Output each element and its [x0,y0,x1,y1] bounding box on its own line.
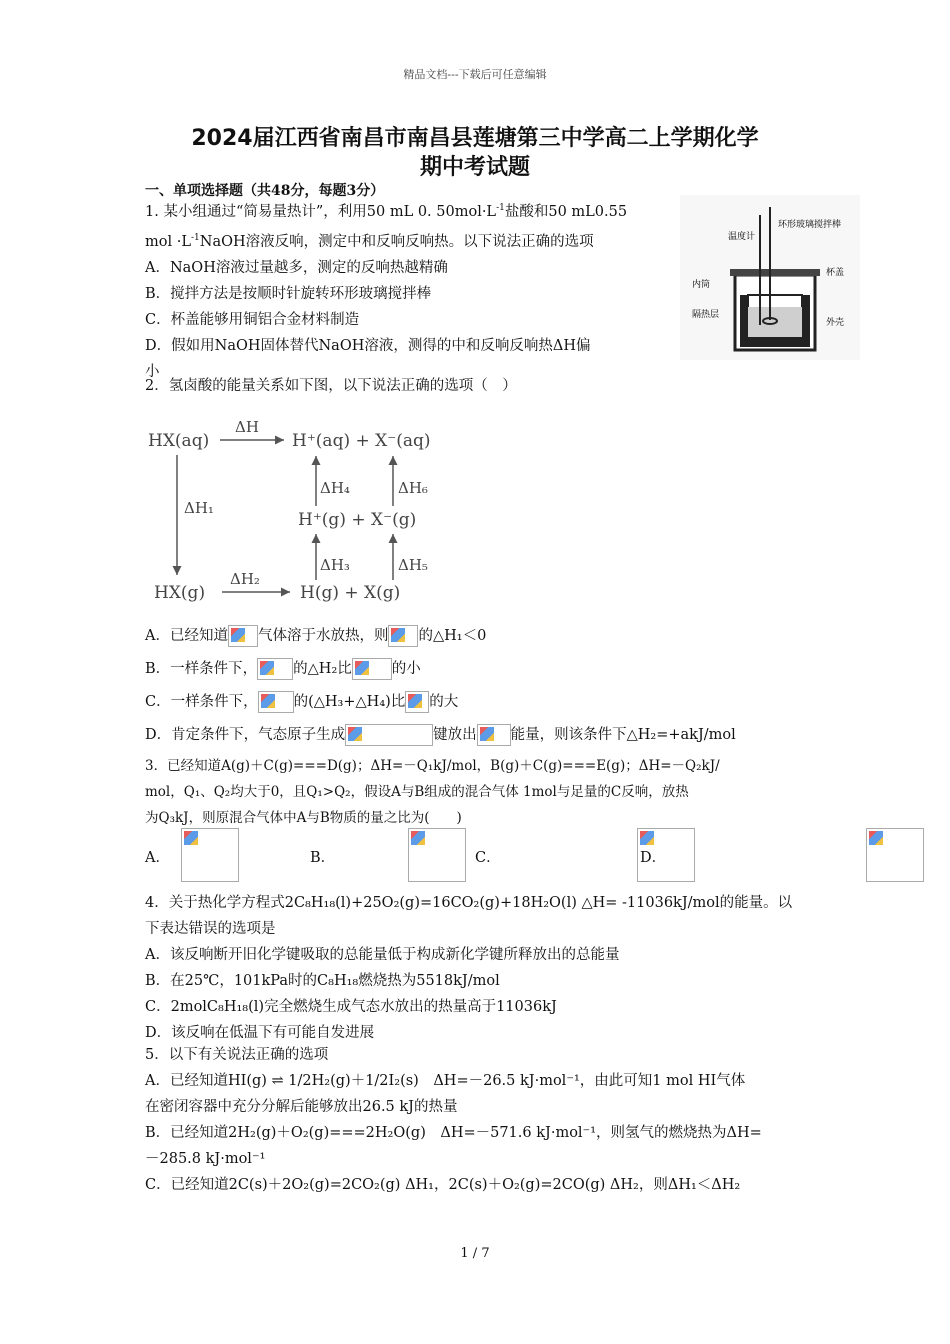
q3-option-d: D． [640,850,667,866]
image-placeholder-icon [352,658,392,680]
q5-option-a-line-2: 在密闭容器中充分分解后能够放出26.5 kJ的热量 [145,1099,458,1115]
fig-label-stirrer: 环形玻璃搅拌棒 [778,220,842,230]
title-line-2: 期中考试题 [419,155,530,180]
q5-stem: 5．以下有关说法正确的选项 [145,1047,329,1063]
diag-atoms-g: H(g) + X(g) [300,583,401,603]
image-placeholder-icon [228,625,258,647]
q5-option-b-line-1: B．已经知道2H₂(g)＋O₂(g)===2H₂O(g) ΔH=－571.6 kJ·mol⁻¹，则氢气的燃烧热为ΔH= [145,1125,762,1141]
q1-option-b: B．搅拌方法是按顺时针旋转环形玻璃搅拌棒 [145,285,432,302]
page-title [140,124,810,182]
fig-label-shell: 外壳 [826,318,845,328]
q4-line-1: 4．关于热化学方程式2C₈H₁₈(l)+25O₂(g)=16CO₂(g)+18H₂O(l) △H= -11036kJ/mol的能量。以 [145,895,793,911]
q3-line-1: 3．已经知道A(g)＋C(g)===D(g)；ΔH=－Q₁kJ/mol，B(g)＋C(g)===E(g)；ΔH=－Q₂kJ/ [145,758,720,774]
page-number: 1 / 7 [460,1246,490,1261]
q1-option-d-line-2: 小 [145,363,160,380]
q5-option-b-line-2: －285.8 kJ·mol⁻¹ [145,1151,266,1167]
q5-option-a-line-1: A．已经知道HI(g) ⇌ 1/2H₂(g)＋1/2I₂(s) ΔH=－26.5 kJ·mol⁻¹，由此可知1 mol HI气体 [145,1073,746,1089]
q2-option-d: D．肯定条件下，气态原子生成 键放出 能量，则该条件下△H₂=+akJ/mol [145,719,736,752]
q3-line-2: mol，Q₁、Q₂均大于0，且Q₁>Q₂，假设A与B组成的混合气体 1mol与足量的C反响，放热 [145,784,689,800]
q3-option-c: C． [475,850,501,866]
q1-option-d-line-1: D．假如用NaOH固体替代NaOH溶液，测得的中和反响反响热ΔH偏 [145,337,591,354]
q3-option-a: A． [145,850,170,866]
diag-dh: ΔH [235,418,259,436]
question-1 [145,195,627,385]
diag-ions-g: H⁺(g) + X⁻(g) [298,510,417,530]
q2-stem: 2．氢卤酸的能量关系如下图，以下说法正确的选项（ ） [145,378,517,394]
diag-dh2: ΔH₂ [230,570,260,588]
question-4 [145,890,792,1046]
diag-hx-g: HX(g) [154,583,206,603]
page-header: 精品文档---下载后可任意编辑 [403,68,547,81]
q2-options [145,620,736,752]
q5-option-c: C．已经知道2C(s)＋2O₂(g)=2CO₂(g) ΔH₁，2C(s)＋O₂(g)=2CO(g) ΔH₂，则ΔH₁＜ΔH₂ [145,1177,741,1193]
q1-option-a: A．NaOH溶液过量越多，测定的反响热越精确 [145,259,448,276]
question-3 [145,753,720,831]
fig-label-thermometer: 温度计 [728,232,756,242]
q2-option-a: A．已经知道 气体溶于水放热，则 的△H₁＜0 [145,620,736,653]
image-placeholder-icon [408,828,466,882]
q2-option-b: B．一样条件下， 的△H₂比 的小 [145,653,736,686]
diag-hx-aq: HX(aq) [148,431,210,451]
diag-dh1: ΔH₁ [184,499,214,517]
diag-dh5: ΔH₅ [398,556,428,574]
q4-option-c: C．2molC₈H₁₈(l)完全燃烧生成气态水放出的热量高于11036kJ [145,999,557,1015]
q1-line-1: 1. 某小组通过“简易量热计”，利用50 mL 0. $50mol\cdot L^{-1}$盐酸和50 mL0.55 [145,203,628,220]
section-heading: 一、单项选择题（共48分，每题3分） [145,183,385,199]
image-placeholder-icon [477,724,511,746]
q1-line-2: mol $\cdot L^{-1}NaOH$溶液反响，测定中和反响反响热。以下说法正确的选项 [145,232,594,250]
fig-label-inner: 内筒 [692,280,711,290]
q4-option-a: A．该反响断开旧化学键吸取的总能量低于构成新化学键所释放出的总能量 [145,947,620,963]
diag-ions-aq: H⁺(aq) + X⁻(aq) [292,431,431,451]
diag-dh6: ΔH₆ [398,479,428,497]
q4-option-b: B．在25℃，101kPa时的C₈H₁₈燃烧热为5518kJ/mol [145,973,500,989]
energy-cycle-diagram [140,410,450,610]
image-placeholder-icon [181,828,239,882]
q3-line-3: 为Q₃kJ，则原混合气体中A与B物质的量之比为( ) [145,810,462,826]
image-placeholder-icon [258,691,294,713]
image-placeholder-icon [257,658,293,680]
question-5 [145,1042,762,1198]
q4-option-d: D．该反响在低温下有可能自发进展 [145,1025,375,1041]
image-placeholder-icon [866,828,924,882]
image-placeholder-icon [345,724,433,746]
fig-label-insulation: 隔热层 [692,310,720,320]
q1-option-c: C．杯盖能够用铜铝合金材料制造 [145,311,360,328]
calorimeter-figure [680,195,860,360]
title-line-1: 2024届江西省南昌市南昌县莲塘第三中学高二上学期化学 [191,126,759,151]
fig-label-lid: 杯盖 [826,268,845,278]
image-placeholder-icon [405,691,429,713]
diag-dh4: ΔH₄ [320,479,350,497]
q2-option-c: C．一样条件下， 的(△H₃+△H₄)比 的大 [145,686,736,719]
diag-dh3: ΔH₃ [320,556,350,574]
q3-option-b: B． [310,850,336,866]
image-placeholder-icon [388,625,418,647]
q4-line-2: 下表达错误的选项是 [145,921,276,937]
